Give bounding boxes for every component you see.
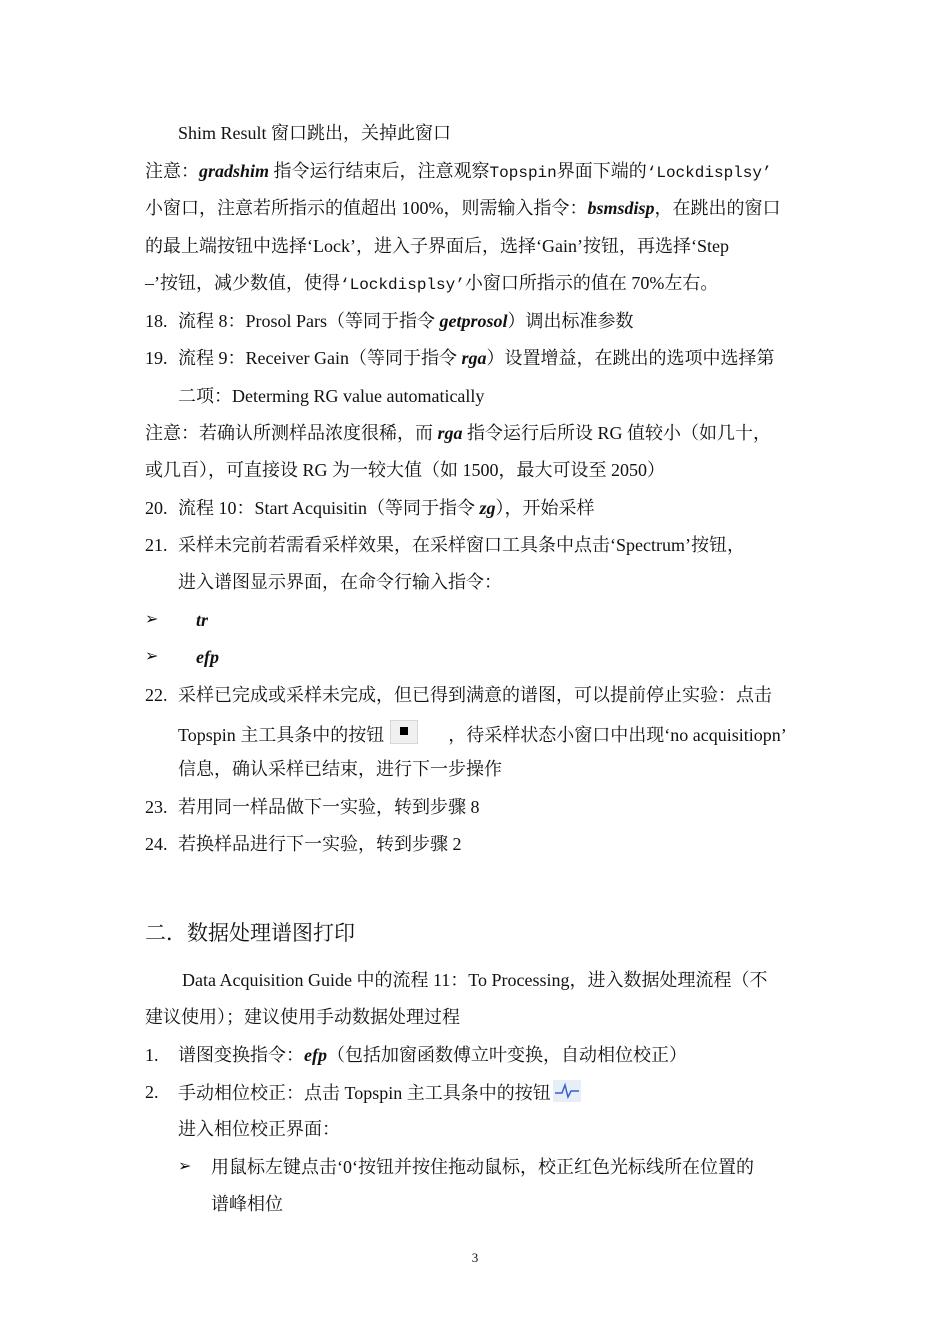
step-number: 20. xyxy=(145,498,168,518)
command-gradshim: gradshim xyxy=(199,161,270,181)
step-19-continued: 二项：Determing RG value automatically xyxy=(178,386,485,406)
step-20 xyxy=(178,496,595,520)
bullet-arrow-icon: ➢ xyxy=(145,611,159,628)
note-text: –’按钮，减少数值，使得 xyxy=(145,273,340,293)
page-number: 3 xyxy=(471,1250,479,1265)
note-label: 注意： xyxy=(145,161,199,181)
intro-line-1: Data Acquisition Guide 中的流程 11：To Processing，进入数据处理流程（不 xyxy=(182,970,768,990)
step-text: ）设置增益，在跳出的选项中选择第 xyxy=(486,348,775,368)
command-getprosol: getprosol xyxy=(439,311,508,331)
note-text: 界面下端的 xyxy=(556,161,647,181)
step-number: 2. xyxy=(145,1082,159,1102)
command-tr: tr xyxy=(196,610,209,630)
intro-line-2: 建议使用）；建议使用手动数据处理过程 xyxy=(145,1007,460,1027)
note-text: 指令运行后所设 RG 值较小（如几十， xyxy=(462,423,772,443)
note-gradshim xyxy=(145,159,772,185)
step-number: 24. xyxy=(145,834,168,854)
step-21-continued: 进入谱图显示界面，在命令行输入指令： xyxy=(178,572,502,592)
command-bsmsdisp: bsmsdisp xyxy=(587,198,655,218)
step-18 xyxy=(178,309,634,333)
step-text: （包括加窗函数傅立叶变换，自动相位校正） xyxy=(326,1045,687,1065)
process-step-2-continued: 进入相位校正界面： xyxy=(178,1119,340,1139)
lockdisplsy-text: ‘Lockdisplsy’ xyxy=(646,164,772,182)
note-label: 注意： xyxy=(145,423,199,443)
step-22: 采样已完成或采样未完成，但已得到满意的谱图，可以提前停止实验：点击 xyxy=(178,685,772,705)
step-number: 19. xyxy=(145,348,168,368)
command-efp: efp xyxy=(304,1045,327,1065)
command-efp: efp xyxy=(196,647,219,667)
step-text: 手动相位校正：点击 Topspin 主工具条中的按钮 xyxy=(178,1083,551,1103)
step-number: 1. xyxy=(145,1045,159,1065)
command-rga: rga xyxy=(461,348,487,368)
bullet-arrow-icon: ➢ xyxy=(178,1158,192,1175)
topspin-text: Topspin xyxy=(489,164,557,182)
note-rga-line-2: 或几百），可直接设 RG 为一较大值（如 1500，最大可设至 2050） xyxy=(145,460,666,480)
note-text: 小窗口，注意若所指示的值超出 100%，则需输入指令： xyxy=(145,198,588,218)
note-text: 若确认所测样品浓度很稀，而 xyxy=(199,423,438,443)
step-19 xyxy=(178,346,774,370)
phase-correction-icon xyxy=(553,1080,581,1102)
process-step-1 xyxy=(178,1043,687,1067)
step-23: 若用同一样品做下一实验，转到步骤 8 xyxy=(178,797,480,817)
step-24: 若换样品进行下一实验，转到步骤 2 xyxy=(178,834,462,854)
step-21: 采样未完前若需看采样效果，在采样窗口工具条中点击‘Spectrum’按钮， xyxy=(178,535,745,555)
note-line-4 xyxy=(145,271,718,297)
note-line-2 xyxy=(145,196,781,220)
step-text: ），开始采样 xyxy=(495,498,595,518)
shim-result-line: Shim Result 窗口跳出，关掉此窗口 xyxy=(178,123,452,143)
step-22-line-2 xyxy=(178,720,787,747)
process-step-2 xyxy=(178,1080,581,1105)
step-number: 21. xyxy=(145,535,168,555)
step-number: 23. xyxy=(145,797,168,817)
note-rga xyxy=(145,421,771,445)
sub-bullet-line-1: 用鼠标左键点击‘0‘按钮并按住拖动鼠标，校正红色光标线所在位置的 xyxy=(211,1157,754,1177)
step-number: 18. xyxy=(145,311,168,331)
step-text: 流程 9：Receiver Gain（等同于指令 xyxy=(178,348,462,368)
note-text: 指令运行结束后，注意观察 xyxy=(269,161,490,181)
step-text: ，待采样状态小窗口中出现‘no acquisitiopn’ xyxy=(448,725,787,745)
note-text: ，在跳出的窗口 xyxy=(654,198,781,218)
step-text: Topspin 主工具条中的按钮 xyxy=(178,725,385,745)
step-text: 谱图变换指令： xyxy=(178,1045,304,1065)
command-zg: zg xyxy=(479,498,496,518)
bullet-arrow-icon: ➢ xyxy=(145,648,159,665)
command-rga: rga xyxy=(437,423,463,443)
note-line-3: 的最上端按钮中选择‘Lock’，进入子界面后，选择‘Gain’按钮，再选择‘Step xyxy=(145,236,729,256)
lockdisplsy-text: ‘Lockdisplsy’ xyxy=(340,276,465,294)
sub-bullet-line-2: 谱峰相位 xyxy=(211,1194,283,1214)
step-text: 流程 10：Start Acquisitin（等同于指令 xyxy=(178,498,480,518)
step-number: 22. xyxy=(145,685,168,705)
step-22-line-3: 信息，确认采样已结束，进行下一步操作 xyxy=(178,759,502,779)
stop-icon xyxy=(390,720,418,744)
note-text: 小窗口所指示的值在 70%左右。 xyxy=(464,273,719,293)
step-text: ）调出标准参数 xyxy=(507,311,634,331)
step-text: 流程 8：Prosol Pars（等同于指令 xyxy=(178,311,440,331)
section-heading: 二．数据处理谱图打印 xyxy=(145,921,355,945)
